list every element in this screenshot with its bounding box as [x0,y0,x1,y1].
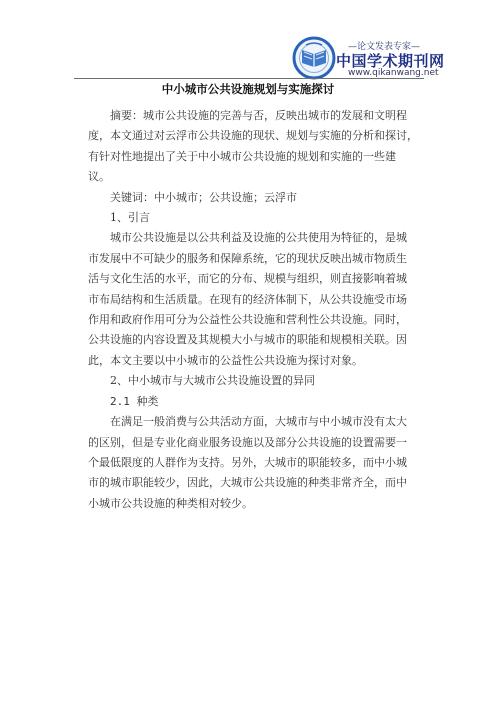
site-logo[interactable] [292,36,452,78]
section-heading: 2、中小城市与大城市公共设施设置的异同 [110,374,315,388]
section-heading: 1、引言 [110,211,150,225]
book-emblem-icon [292,36,336,80]
body-line: 市发展中不可缺少的服务和保障系统，它的现状反映出城市物质生 [88,251,407,265]
document-title: 中小城市公共设施规划与实施探讨 [161,82,335,96]
keywords-line: 关键词：中小城市；公共设施；云浮市 [110,190,297,204]
body-line: 个最低限度的人群作为支持。另外，大城市的职能较多，而中小城 [88,455,407,469]
body-line: 小城市公共设施的种类相对较少。 [88,496,253,510]
abstract-line: 议。 [88,170,110,184]
body-line: 市布局结构和生活质量。在现有的经济体制下，从公共设施受市场 [88,292,407,306]
abstract-line: 有针对性地提出了关于中小城市公共设施的规划和实施的一些建 [88,149,396,163]
subsection-heading: 2.1 种类 [110,394,159,408]
document-body [88,106,418,514]
body-line: 市的城市职能较少，因此，大城市公共设施的种类非常齐全，而中 [88,476,407,490]
abstract-line: 度，本文通过对云浮市公共设施的现状、规划与实施的分析和探讨， [88,129,418,143]
body-line: 的区别，但是专业化商业服务设施以及部分公共设施的设置需要一 [88,435,407,449]
body-line: 此，本文主要以中小城市的公益性公共设施为探讨对象。 [88,353,363,367]
header-divider [74,78,424,79]
body-line: 作用和政府作用可分为公益性公共设施和营利性公共设施。同时， [88,313,407,327]
body-line: 活与文化生活的水平，而它的分布、规模与组织，则直接影响着城 [88,272,407,286]
body-line: 在满足一般消费与公共活动方面，大城市与中小城市没有太大 [110,415,407,429]
body-line: 城市公共设施是以公共利益及设施的公共使用为特征的，是城 [110,231,407,245]
logo-tagline: —论文发表专家— [348,42,421,52]
logo-url[interactable]: www.qikanwang.net [348,68,439,78]
body-line: 公共设施的内容设置及其规模大小与城市的职能和规模相关联。因 [88,333,407,347]
abstract-line: 摘要：城市公共设施的完善与否，反映出城市的发展和文明程 [110,109,407,122]
logo-name: 中国学术期刊网 [336,52,445,70]
